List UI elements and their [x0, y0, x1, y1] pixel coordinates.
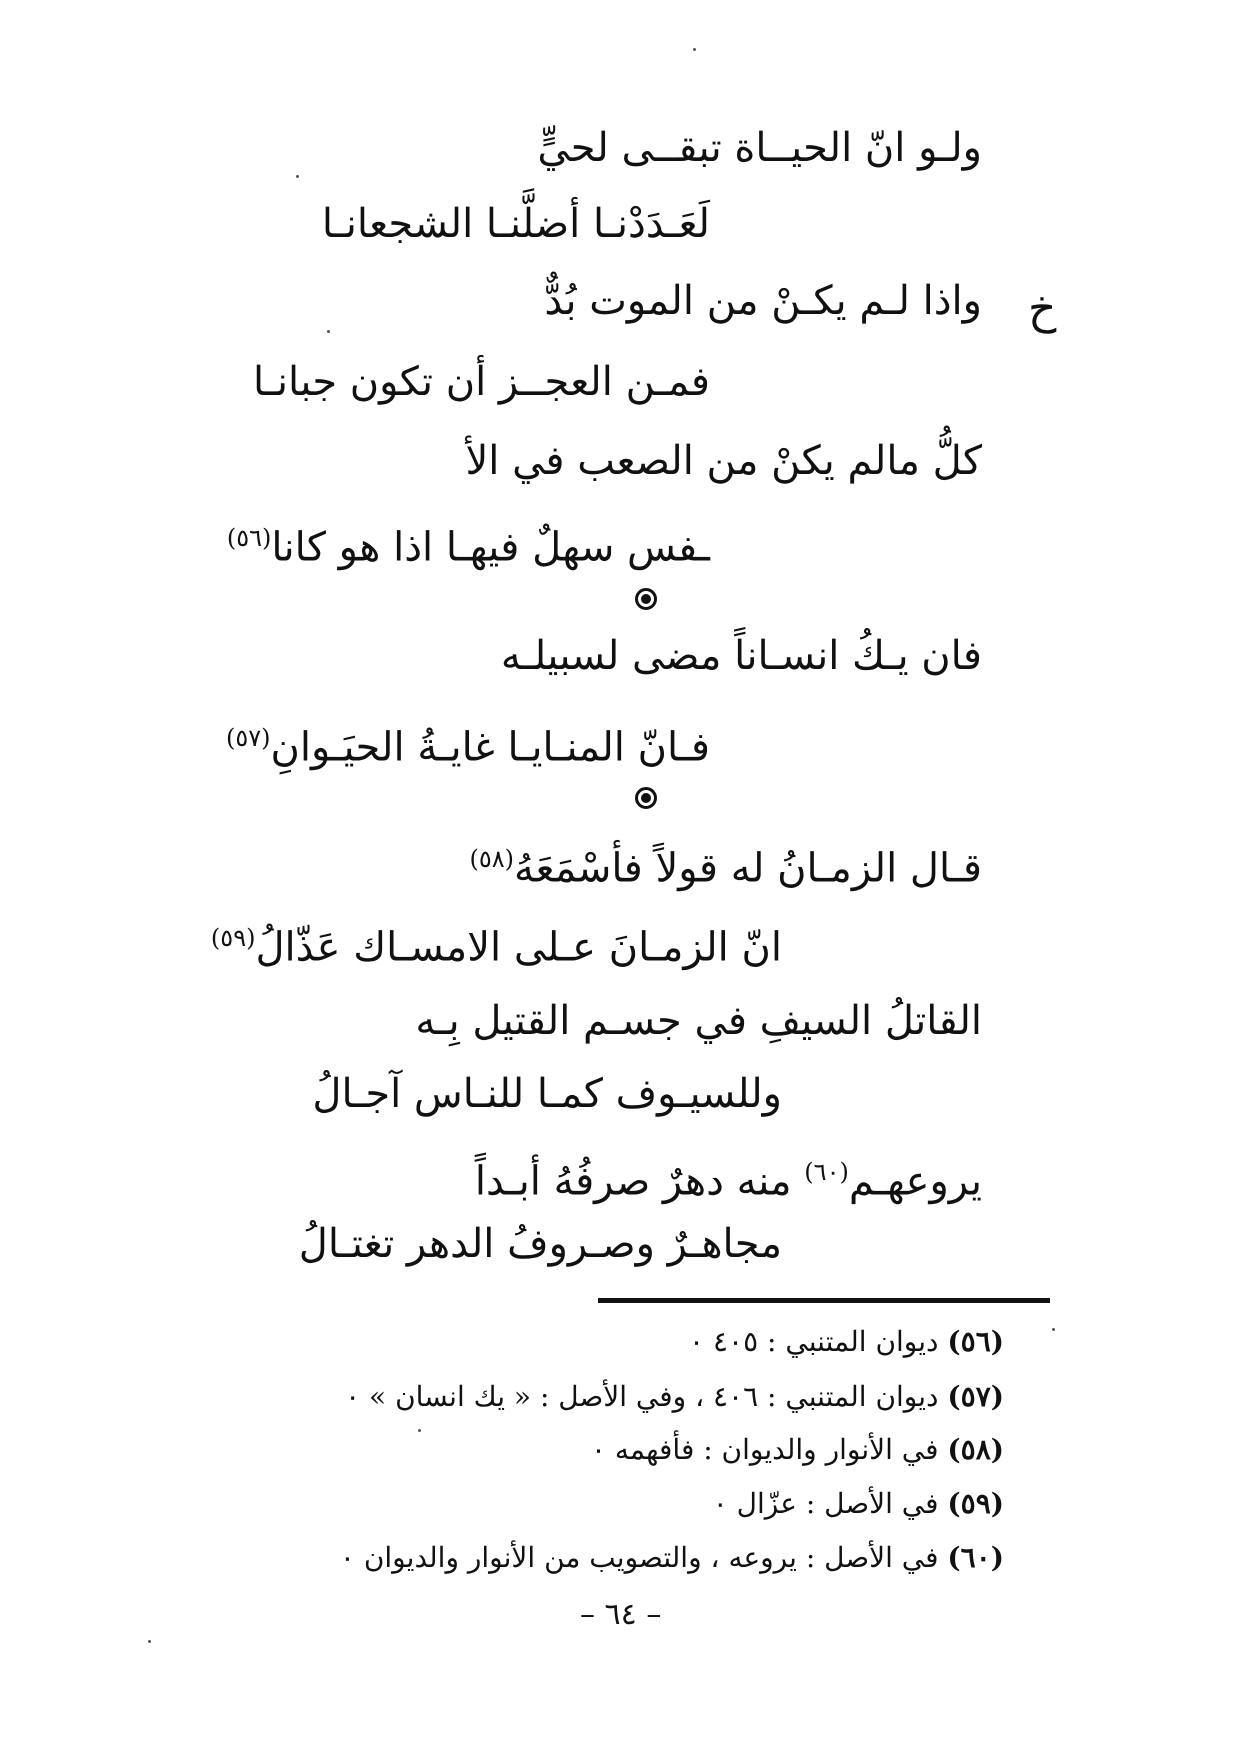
scan-speck	[418, 1429, 421, 1432]
footnote-number: (٥٩)	[947, 1487, 1004, 1520]
scan-speck	[693, 48, 696, 51]
footnote-ref-56: (٥٦)	[226, 524, 272, 552]
footnote-text: في الأنوار والديوان : فأفهمه ٠	[590, 1433, 939, 1466]
footnote-60	[340, 1538, 1004, 1578]
verse4-first-half: فان يـكُ انسـاناً مضى لسبيلـه	[500, 633, 982, 679]
footnote-rule	[598, 1298, 1050, 1303]
verse3-second-half	[227, 512, 710, 573]
footnote-text: ديوان المتنبي : ٤٠٥ ٠	[689, 1325, 939, 1358]
verse2-first-half: واذا لـم يكـنْ من الموت بُدٌّ	[544, 278, 982, 324]
scan-speck	[1052, 1328, 1055, 1331]
verse6-second-half: وللسيـوف كمـا للنـاس آجـالُ	[312, 1071, 782, 1117]
verse2-second-half: فمـن العجــز أن تكون جبانـا	[253, 359, 710, 405]
footnote-58	[591, 1430, 1004, 1470]
verse3-first-half: كلُّ مالم يكنْ من الصعب في الأ	[465, 438, 982, 484]
footnote-text: ديوان المتنبي : ٤٠٦ ، وفي الأصل : « يك انسان » ٠	[345, 1380, 939, 1413]
footnote-ref-57: (٥٧)	[226, 724, 271, 752]
verse4-second-half	[226, 712, 710, 773]
verse5-first-half-text: قـال الزمـانُ له قولاً فأسْمَعَهُ	[514, 845, 982, 892]
footnote-57	[345, 1377, 1004, 1417]
verse4-second-half-text: فـانّ المنـايـا غايـةُ الحيَـوانِ	[270, 724, 710, 771]
margin-marker: خ	[1028, 283, 1057, 334]
footnote-59	[713, 1484, 1004, 1524]
footnote-number: (٦٠)	[947, 1541, 1004, 1574]
scan-speck	[296, 175, 299, 178]
scan-speck	[148, 1640, 151, 1643]
footnote-number: (٥٧)	[947, 1380, 1004, 1413]
footnote-ref-60: (٦٠)	[804, 1158, 849, 1186]
footnote-text: في الأصل : يروعه ، والتصويب من الأنوار والديوان ٠	[339, 1541, 939, 1574]
footnote-ref-59: (٥٩)	[210, 924, 256, 952]
verse5-first-half	[470, 833, 982, 894]
footnote-number: (٥٦)	[947, 1325, 1004, 1358]
verse-separator-bullet	[635, 787, 657, 809]
verse5-second-half	[211, 912, 782, 973]
footnote-ref-58: (٥٨)	[469, 845, 515, 873]
verse6-first-half: القاتلُ السيفِ في جسـم القتيل بِـه	[415, 998, 982, 1044]
verse7-first-half-end: منه دهرٌ صرفُهُ أبـداً	[474, 1158, 792, 1205]
verse7-first-half-start: يروعهـم	[848, 1158, 982, 1205]
verse-separator-bullet	[635, 588, 657, 610]
verse3-second-half-text: ـفس سهلٌ فيهـا اذا هو كانا	[271, 524, 710, 571]
footnote-number: (٥٨)	[947, 1433, 1004, 1466]
verse1-first-half: ولـو انّ الحيــاة تبقــى لحيٍّ	[537, 125, 982, 171]
verse5-second-half-text: انّ الزمـانَ عـلى الامسـاك عَذّالُ	[255, 924, 782, 971]
verse7-first-half	[475, 1146, 982, 1207]
verse1-second-half: لَعَـدَدْنـا أضلَّنـا الشجعانـا	[321, 201, 710, 247]
verse7-second-half: مجاهـرٌ وصـروفُ الدهر تغتـالُ	[298, 1221, 782, 1267]
page-number: – ٦٤ –	[580, 1597, 662, 1632]
footnote-text: في الأصل : عزّال ٠	[712, 1487, 939, 1520]
footnote-56	[689, 1322, 1004, 1362]
scan-speck	[327, 330, 330, 333]
